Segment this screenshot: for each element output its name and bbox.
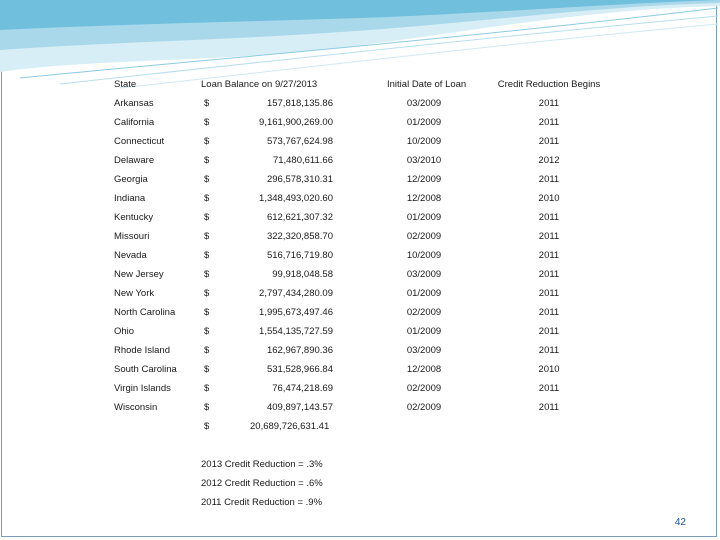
row-date: 03/2010 xyxy=(406,155,442,166)
row-state: New Jersey xyxy=(114,269,164,280)
row-year: 2011 xyxy=(538,136,560,147)
row-date: 01/2009 xyxy=(406,117,442,128)
row-state: Nevada xyxy=(114,250,147,261)
row-state: Missouri xyxy=(114,231,150,242)
row-date: 02/2009 xyxy=(406,402,442,413)
row-state: South Carolina xyxy=(114,364,177,375)
row-amount: 157,818,135.86 xyxy=(266,98,333,109)
row-date: 02/2009 xyxy=(406,383,442,394)
row-date: 01/2009 xyxy=(406,288,442,299)
row-state: Virgin Islands xyxy=(114,383,171,394)
row-date: 03/2009 xyxy=(406,98,442,109)
row-state: Kentucky xyxy=(114,212,154,223)
row-date: 10/2009 xyxy=(406,136,442,147)
row-date: 12/2009 xyxy=(406,174,442,185)
row-amount: 99,918,048.58 xyxy=(272,269,333,280)
row-date: 10/2009 xyxy=(406,250,442,261)
row-year: 2011 xyxy=(538,212,560,223)
row-date: 12/2008 xyxy=(406,364,442,375)
header-state: State xyxy=(114,79,137,90)
row-amount: 322,320,858.70 xyxy=(266,231,333,242)
row-dollar: $ xyxy=(204,174,210,185)
row-dollar: $ xyxy=(204,117,210,128)
page-number: 42 xyxy=(674,517,686,528)
row-dollar: $ xyxy=(204,155,210,166)
row-dollar: $ xyxy=(204,250,210,261)
row-amount: 1,348,493,020.60 xyxy=(259,193,333,204)
row-state: Georgia xyxy=(114,174,148,185)
header-loan-balance: Loan Balance on 9/27/2013 xyxy=(201,79,318,90)
row-dollar: $ xyxy=(204,231,210,242)
row-amount: 612,621,307.32 xyxy=(266,212,333,223)
row-dollar: $ xyxy=(204,326,210,337)
row-amount: 296,578,310.31 xyxy=(266,174,333,185)
row-date: 12/2008 xyxy=(406,193,442,204)
row-year: 2012 xyxy=(538,155,560,166)
row-state: Ohio xyxy=(114,326,135,337)
row-state: New York xyxy=(114,288,155,299)
row-year: 2011 xyxy=(538,402,560,413)
row-dollar: $ xyxy=(204,288,210,299)
row-date: 01/2009 xyxy=(406,326,442,337)
row-date: 02/2009 xyxy=(406,307,442,318)
row-state: Connecticut xyxy=(114,136,165,147)
row-amount: 573,767,624.98 xyxy=(266,136,333,147)
row-year: 2011 xyxy=(538,269,560,280)
row-amount: 531,528,966.84 xyxy=(266,364,333,375)
note-2012: 2012 Credit Reduction = .6% xyxy=(201,478,323,489)
row-state: California xyxy=(114,117,155,128)
row-state: Rhode Island xyxy=(114,345,170,356)
row-dollar: $ xyxy=(204,98,210,109)
row-year: 2011 xyxy=(538,98,560,109)
row-amount: 71,480,611.66 xyxy=(272,155,333,166)
row-dollar: $ xyxy=(204,364,210,375)
row-year: 2011 xyxy=(538,288,560,299)
row-dollar: $ xyxy=(204,345,210,356)
row-dollar: $ xyxy=(204,402,210,413)
row-year: 2011 xyxy=(538,326,560,337)
note-2011: 2011 Credit Reduction = .9% xyxy=(201,497,323,508)
row-amount: 2,797,434,280.09 xyxy=(259,288,333,299)
row-year: 2011 xyxy=(538,383,560,394)
row-state: Indiana xyxy=(114,193,146,204)
row-amount: 162,967,890.36 xyxy=(266,345,333,356)
row-dollar: $ xyxy=(204,269,210,280)
total-amount: 20,689,726,631.41 xyxy=(250,421,330,432)
row-year: 2011 xyxy=(538,174,560,185)
row-state: Wisconsin xyxy=(114,402,158,413)
row-amount: 76,474,218.69 xyxy=(272,383,333,394)
row-year: 2011 xyxy=(538,250,560,261)
row-amount: 9,161,900,269.00 xyxy=(259,117,333,128)
row-dollar: $ xyxy=(204,193,210,204)
header-initial-date: Initial Date of Loan xyxy=(387,79,467,90)
row-amount: 516,716,719.80 xyxy=(266,250,333,261)
row-year: 2011 xyxy=(538,307,560,318)
row-state: North Carolina xyxy=(114,307,176,318)
row-date: 01/2009 xyxy=(406,212,442,223)
row-state: Arkansas xyxy=(114,98,154,109)
row-year: 2011 xyxy=(538,231,560,242)
row-amount: 1,995,673,497.46 xyxy=(259,307,333,318)
total-dollar: $ xyxy=(204,421,210,432)
note-2013: 2013 Credit Reduction = .3% xyxy=(201,459,323,470)
row-amount: 409,897,143.57 xyxy=(266,402,333,413)
row-dollar: $ xyxy=(204,307,210,318)
header-credit-reduction: Credit Reduction Begins xyxy=(497,79,601,90)
row-date: 03/2009 xyxy=(406,345,442,356)
row-year: 2011 xyxy=(538,117,560,128)
row-year: 2010 xyxy=(538,193,560,204)
row-amount: 1,554,135,727.59 xyxy=(259,326,333,337)
row-year: 2011 xyxy=(538,345,560,356)
row-dollar: $ xyxy=(204,383,210,394)
row-dollar: $ xyxy=(204,212,210,223)
row-date: 03/2009 xyxy=(406,269,442,280)
row-year: 2010 xyxy=(538,364,560,375)
row-date: 02/2009 xyxy=(406,231,442,242)
row-dollar: $ xyxy=(204,136,210,147)
row-state: Delaware xyxy=(114,155,155,166)
